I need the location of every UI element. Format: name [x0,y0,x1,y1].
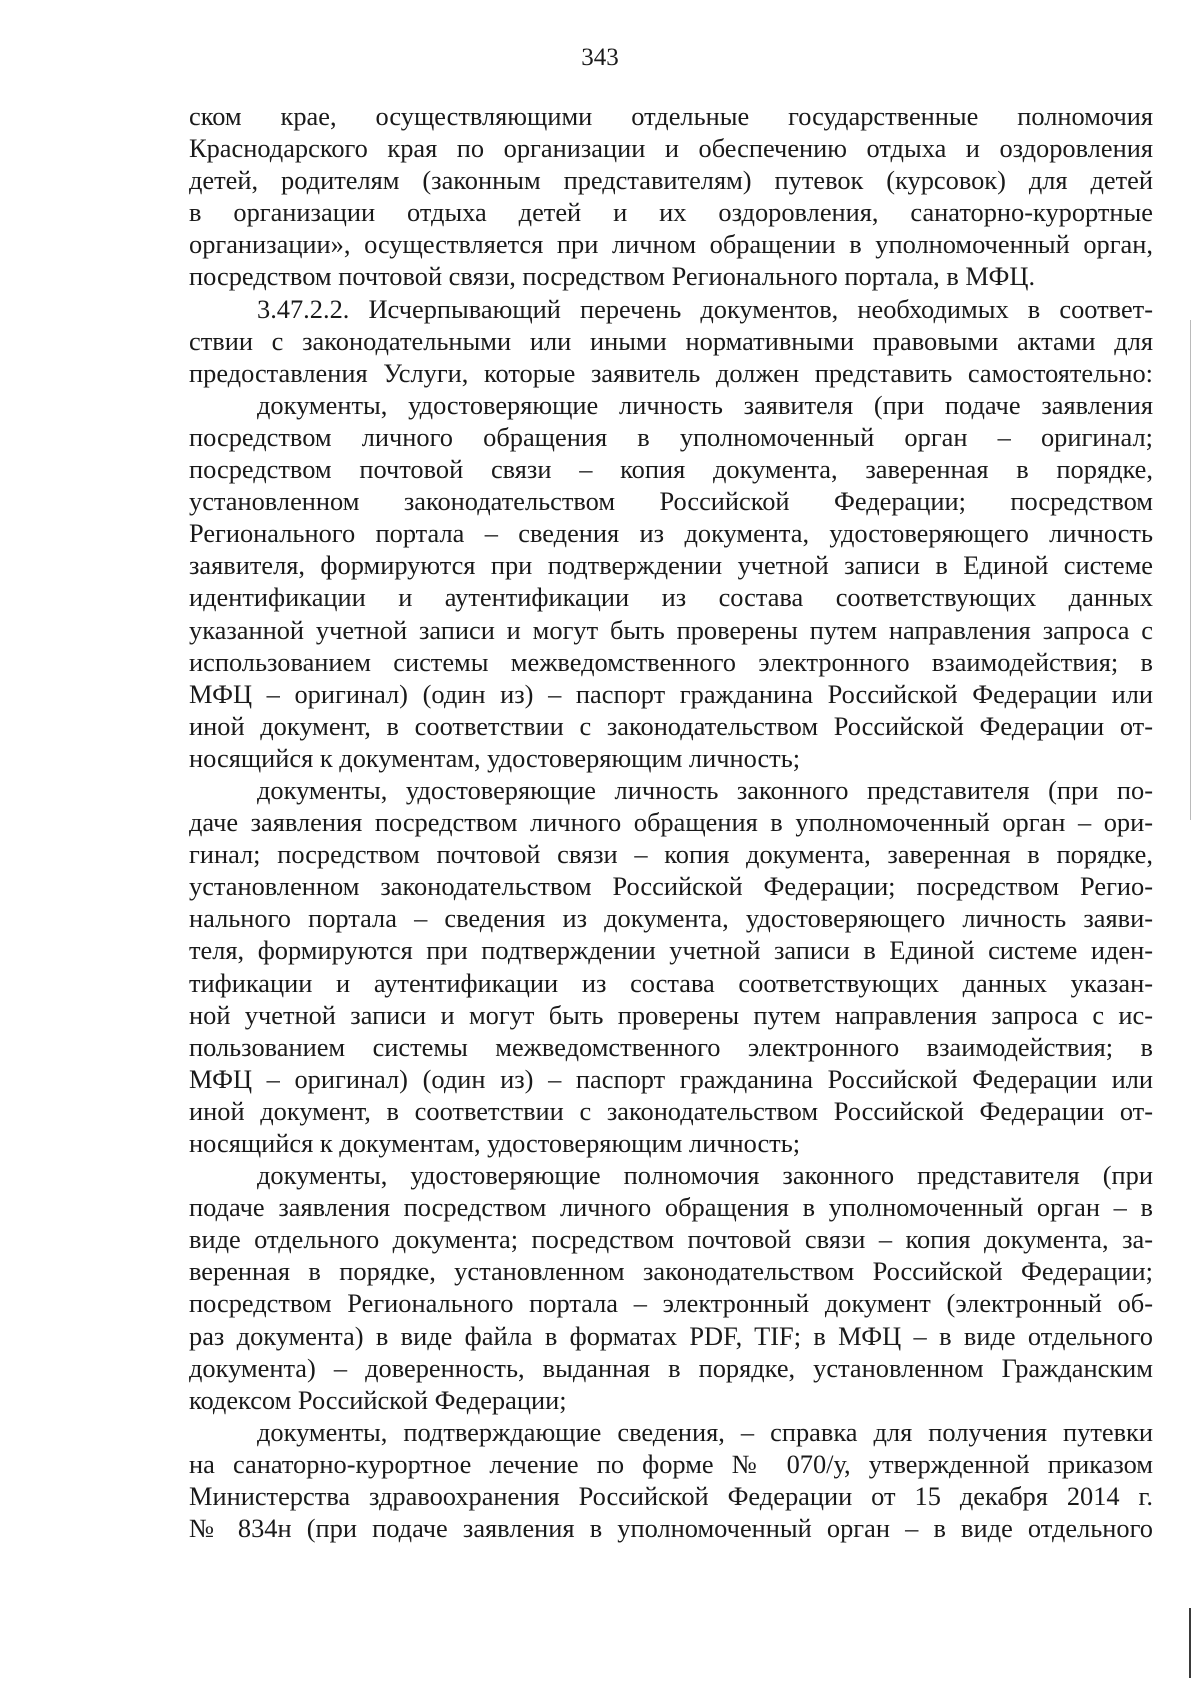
scan-edge-mark [1190,320,1191,820]
text-line: гинал; посредством почтовой связи – копия документа, заверенная в порядке, [189,839,1153,870]
text-line: установленном законодательством Российской Федерации; посредством [189,486,1153,517]
text-line: теля, формируются при подтверждении учетной записи в Единой системе иден- [189,935,1153,966]
text-line: Министерства здравоохранения Российской Федерации от 15 декабря 2014 г. [189,1481,1153,1512]
text-line: Регионального портала – сведения из документа, удостоверяющего личность [189,518,1153,549]
text-line: МФЦ – оригинал) (один из) – паспорт гражданина Российской Федерации или [189,1063,1153,1094]
text-line: указанной учетной записи и могут быть проверены путем направления запроса с [189,614,1153,645]
text-line: подаче заявления посредством личного обращения в уполномоченный орган – в [189,1192,1153,1223]
text-line: кодексом Российской Федерации; [189,1384,567,1415]
text-line: посредством личного обращения в уполномоченный орган – оригинал; [189,421,1153,452]
text-line: ском крае, осуществляющими отдельные государственные полномочия [189,101,1153,131]
text-line: веренная в порядке, установленном законодательством Российской Федерации; [189,1256,1153,1287]
text-line: иной документ, в соответствии с законодательством Российской Федерации от- [189,1095,1153,1126]
text-line: нального портала – сведения из документа, удостоверяющего личность заяви- [189,903,1153,934]
text-line: № 834н (при подаче заявления в уполномоченный орган – в виде отдельного [189,1513,1153,1544]
text-line: использованием системы межведомственного электронного взаимодействия; в [189,646,1153,677]
text-line: 3.47.2.2. Исчерпывающий перечень документов, необходимых в соответ- [257,293,1153,324]
text-line: тификации и аутентификации из состава соответствующих данных указан- [189,967,1153,998]
text-line: идентификации и аутентификации из состава соответствующих данных [189,582,1153,613]
text-line: посредством Регионального портала – электронный документ (электронный об- [189,1288,1153,1319]
text-line: документы, удостоверяющие полномочия законного представителя (при [257,1160,1153,1191]
text-line: Краснодарского края по организации и обеспечению отдыха и оздоровления [189,133,1153,164]
text-line: заявителя, формируются при подтверждении учетной записи в Единой системе [189,550,1153,581]
text-line: документы, удостоверяющие личность законного представителя (при по- [257,774,1153,805]
page-number: 343 [581,44,619,71]
document-body [189,100,1153,1544]
text-line: иной документ, в соответствии с законодательством Российской Федерации от- [189,710,1153,741]
text-line: носящийся к документам, удостоверяющим личность; [189,742,801,773]
text-line: документа) – доверенность, выданная в порядке, установленном Гражданским [189,1352,1153,1383]
scan-edge-mark [1189,1608,1191,1678]
text-line: детей, родителям (законным представителям) путевок (курсовок) для детей [189,165,1153,196]
text-line: даче заявления посредством личного обращения в уполномоченный орган – ори- [189,807,1153,838]
text-line: МФЦ – оригинал) (один из) – паспорт гражданина Российской Федерации или [189,678,1153,709]
text-line: документы, удостоверяющие личность заявителя (при подаче заявления [257,389,1153,420]
text-line: установленном законодательством Российской Федерации; посредством Регио- [189,871,1153,902]
text-line: организации», осуществляется при личном обращении в уполномоченный орган, [189,229,1153,260]
text-line: предоставления Услуги, которые заявитель должен представить самостоятельно: [189,357,1153,388]
text-line: ной учетной записи и могут быть проверены путем направления запроса с ис- [189,999,1153,1030]
text-line: носящийся к документам, удостоверяющим личность; [189,1128,801,1158]
text-line: виде отдельного документа; посредством почтовой связи – копия документа, за- [189,1224,1153,1255]
text-line: посредством почтовой связи – копия документа, заверенная в порядке, [189,454,1153,485]
text-line: раз документа) в виде файла в форматах PDF, TIF; в МФЦ – в виде отдельного [189,1320,1153,1351]
text-line: посредством почтовой связи, посредством Регионального портала, в МФЦ. [189,261,1036,292]
text-line: пользованием системы межведомственного электронного взаимодействия; в [189,1031,1153,1062]
text-line: на санаторно-курортное лечение по форме № 070/у, утвержденной приказом [189,1448,1153,1479]
text-line: ствии с законодательными или иными нормативными правовыми актами для [189,325,1153,356]
text-line: документы, подтверждающие сведения, – справка для получения путевки [257,1416,1153,1447]
text-line: в организации отдыха детей и их оздоровления, санаторно-курортные [189,197,1153,228]
